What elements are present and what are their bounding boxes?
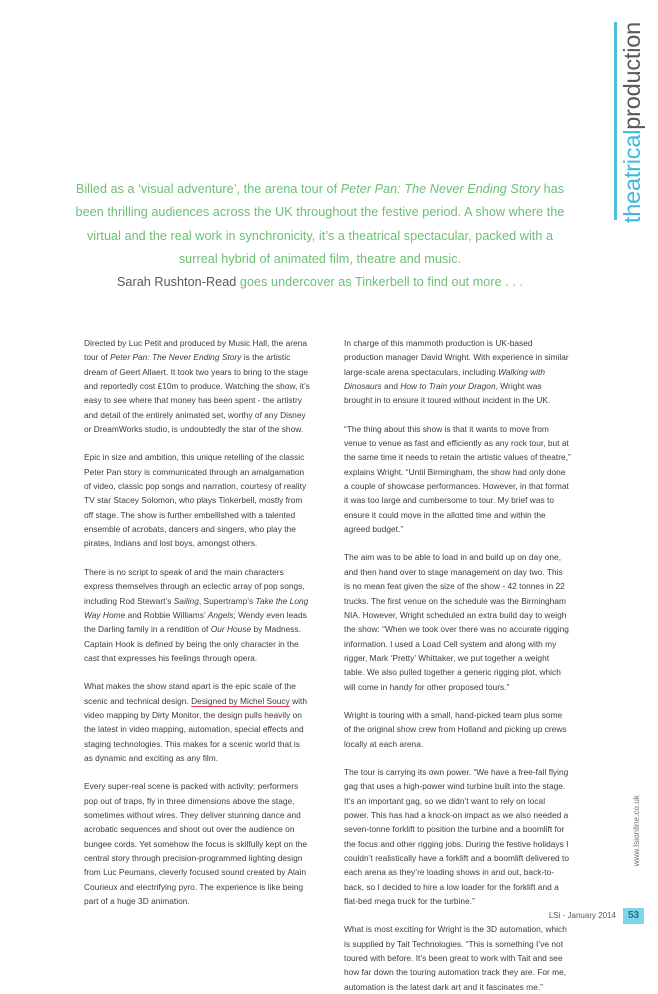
paragraph bbox=[344, 336, 571, 408]
footer-issue-label: LSi - January 2014 bbox=[548, 911, 616, 920]
standfirst-lead-text: Billed as a ‘visual adventure’, the arena tour of bbox=[75, 182, 341, 196]
italic-show-title: How to Train your Dragon bbox=[400, 381, 496, 392]
standfirst-body-text: has been thrilling audiences across the UK throughout the festive period. A show where the virtual and the real work in synchronicity, it’s a theatrical spectacular, packed with a surreal hybrid of animated film, theatre and music. bbox=[75, 182, 565, 266]
section-header bbox=[614, 22, 645, 232]
paragraph-text: is the artistic dream of Geert Allaert. It took two years to bring to the stage and reportedly cost £10m to produce. Watching the show, it’s easy to see where that money has been spent - the artistry and detail of the entirely animated set, worthy of any Disney or DreamWorks studio, is undoubtedly the star of the show. bbox=[84, 352, 310, 435]
website-url: www.lsionline.co.uk bbox=[632, 795, 641, 867]
page-footer bbox=[549, 908, 644, 924]
paragraph-text: In charge of this mammoth production is UK-based production manager David Wright. With experience in similar large-scale arena spectaculars, including bbox=[344, 338, 569, 377]
paragraph bbox=[84, 679, 311, 765]
paragraph bbox=[84, 565, 311, 665]
standfirst-author-name: Sarah Rushton-Read bbox=[116, 275, 237, 290]
italic-song-title: Take the Long Way Home bbox=[84, 595, 309, 620]
footer-page-number: 53 bbox=[623, 908, 644, 924]
paragraph-text: and bbox=[381, 381, 401, 392]
section-header-rule bbox=[614, 22, 617, 220]
italic-song-title: Angels bbox=[207, 609, 234, 620]
paragraph-text: with video mapping by Dirty Monitor, the design pulls heavily on the latest in video mapping, automation, special effects and staging technologies. This makes for a scenic world that is as dynamic and exciting as any film. bbox=[84, 695, 308, 763]
paragraph-text: by Madness. Captain Hook is defined by being the only character in the cast that expresses his feelings through opera. bbox=[84, 624, 301, 663]
italic-show-title: Peter Pan: The Never Ending Story bbox=[110, 352, 242, 363]
italic-show-title: Walking with Dinosaurs bbox=[344, 366, 546, 392]
paragraph-text: ; Wendy even leads the Darling family in a rendition of bbox=[84, 609, 307, 635]
section-header-title bbox=[618, 22, 645, 224]
standfirst-show-title: Peter Pan: The Never Ending Story bbox=[340, 182, 541, 196]
paragraph bbox=[84, 336, 311, 436]
paragraph: The tour is carrying its own power. “We have a free-fall flying gag that uses a high-power wind turbine built into the stage. It’s an important gag, so we didn’t want to rely on local power. This has had a knock-on impact as we also needed a seven-tonne forklift to position the turbine and a boomlift for the focus and other rigging jobs. During the festive holidays I couldn’t realistically have a forklift and a boomlift delivered to each arena as they’re loading shows in and out, back-to-back, so I decided to hire a low loader for the forklift and a flat-bed mega truck for the turbine.” bbox=[344, 766, 569, 907]
article-column-right bbox=[344, 336, 571, 994]
paragraph-text: What makes the show stand apart is the epic scale of the scenic and technical design. bbox=[84, 681, 296, 706]
paragraph: “The thing about this show is that it wants to move from venue to venue as fast and efficiently as any rock tour, but at the same time it needs to retain the artistic values of theatre,” explains Wright. “Until Birmingham, the show had only done a couple of showcase performances. However, in that format it was too large and cumbersome to tour. My brief was to ensure it could move in the allotted time and within the agreed budget.” bbox=[344, 423, 571, 535]
spellcheck-underlined-phrase: Designed by Michel Soucy bbox=[191, 695, 290, 706]
paragraph: The aim was to be able to load in and build up on day one, and then hand over to stage management on day two. This is no mean feat given the size of the show - 42 tonnes in 22 trucks. The first venue on the schedule was the Birmingham NIA. However, Wright scheduled an extra build day to weigh the show: “When we took over there was no accurate rigging information. I used a Load Cell system and along with my rigger, Mark ‘Pretty’ Whittaker, we put together a weight table. We also pulled together a generic rigging plot, which will come in handy for other proposed tours.” bbox=[344, 552, 569, 692]
paragraph-text: , Wright was brought in to ensure it toured without incident in the UK. bbox=[344, 381, 551, 406]
paragraph-text: There is no script to speak of and the main characters express themselves through an eclectic array of pop songs, including Rod Stewart’s bbox=[84, 566, 305, 606]
article-standfirst bbox=[66, 178, 574, 294]
section-header-accent-word: theatrical bbox=[618, 129, 645, 224]
paragraph: Wright is touring with a small, hand-picked team plus some of the original show crew from Holland and picking up crews locally at each arena. bbox=[344, 709, 567, 749]
paragraph: Epic in size and ambition, this unique retelling of the classic Peter Pan story is communicated through an amalgamation of video, classic pop songs and narration, courtesy of reality TV star Stacey Solomon, who plays Tinkerbell, mostly from off stage. The show is further embellished with a talented ensemble of acrobats, dancers and singers, who play the pirates, Indians and lost boys, amongst others. bbox=[84, 452, 307, 549]
paragraph: What is most exciting for Wright is the 3D automation, which is supplied by Tait Technologies. “This is something I’ve not toured with before. It’s been great to work with Tait and see how far down the touring automation track they are. For me, automation is the latest dark art and it fascinates me.” bbox=[344, 924, 567, 992]
paragraph-text: and Robbie Williams’ bbox=[125, 609, 208, 620]
section-header-dark-word: production bbox=[618, 22, 645, 130]
paragraph-text: Directed by Luc Petit and produced by Music Hall, the arena tour of bbox=[84, 338, 308, 363]
standfirst-author-tagline: goes undercover as Tinkerbell to find out more . . . bbox=[236, 275, 524, 290]
paragraph: Every super-real scene is packed with activity: performers pop out of traps, fly in three dimensions above the stage, sometimes without wires. They deliver stunning dance and acrobatic sequences and shoot out over the audience on bungee cords. Yet somehow the focus is skilfully kept on the central story through precision-programmed lighting design from Luc Peumans, cleverly focused sound created by Alain Courieux and electrifying pyro. The experience is like being part of a huge 3D animation. bbox=[84, 781, 308, 907]
article-column-left bbox=[84, 336, 311, 994]
italic-song-title: Sailing bbox=[173, 595, 199, 606]
italic-song-title: Our House bbox=[210, 624, 252, 635]
paragraph-text: , Supertramp’s bbox=[198, 595, 256, 606]
article-body bbox=[84, 336, 571, 994]
